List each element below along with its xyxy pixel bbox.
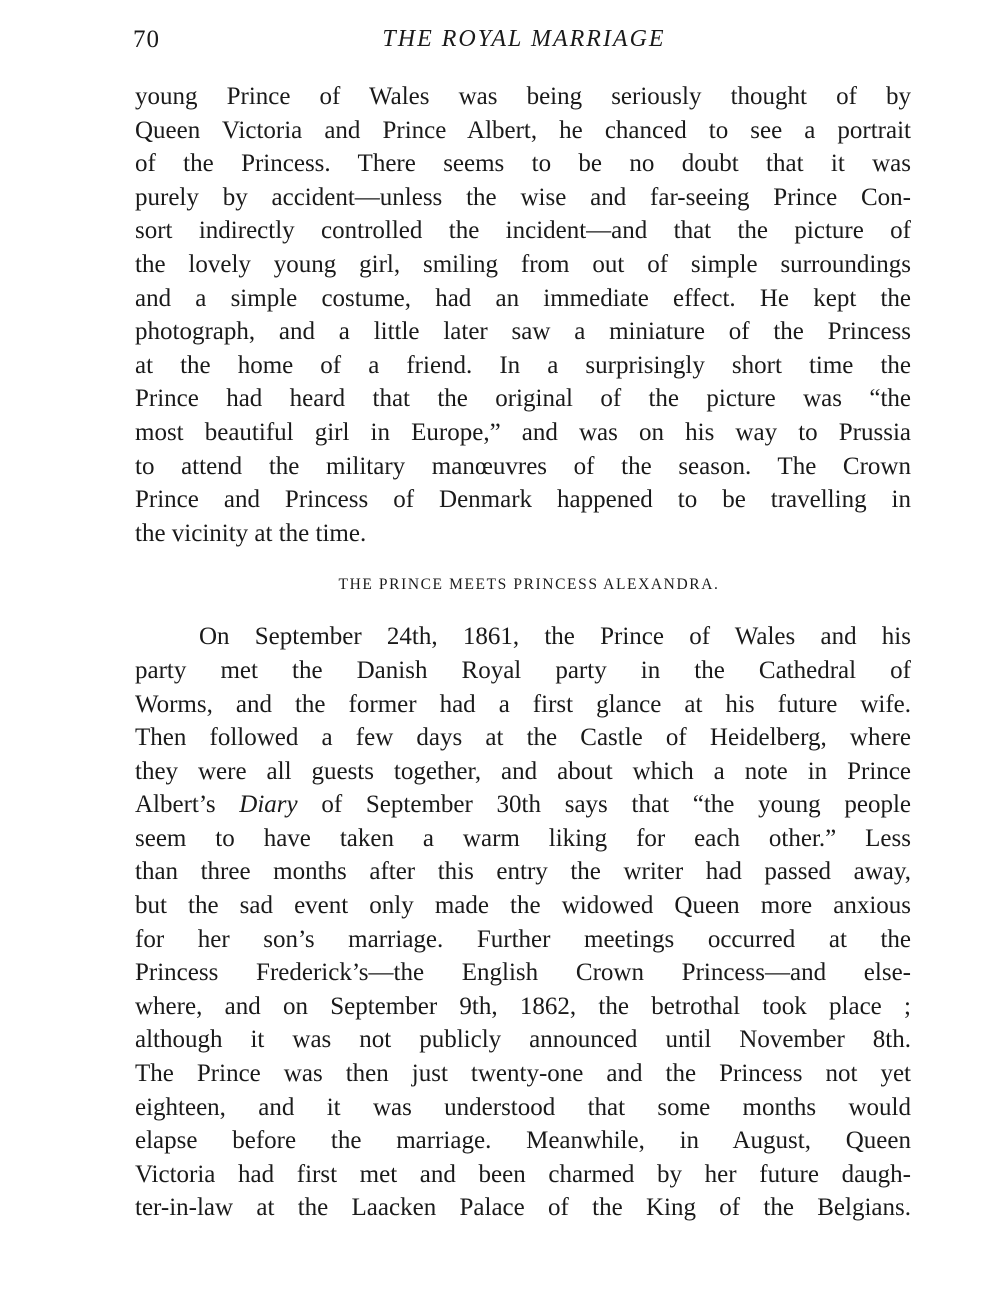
text-line: the vicinity at the time. — [135, 519, 367, 547]
text-line: for her son’s marriage. Further meetings occurred at the — [135, 925, 911, 953]
text-line: seem to have taken a warm liking for each other.” Less — [135, 824, 911, 852]
text-block — [135, 80, 911, 1225]
text-line: Prince and Princess of Denmark happened to be travelling in — [135, 486, 911, 514]
text-line: they were all guests together, and about which a note in Prince — [135, 757, 911, 785]
paragraph-1 — [135, 80, 911, 550]
text-line: than three months after this entry the writer had passed away, — [135, 858, 911, 886]
running-head: THE ROYAL MARRIAGE — [382, 26, 666, 52]
text-line: The Prince was then just twenty-one and the Princess not yet — [135, 1060, 911, 1088]
text-line: Prince had heard that the original of the picture was “the — [135, 385, 911, 413]
text-line: most beautiful girl in Europe,” and was on his way to Prussia — [135, 418, 911, 446]
text-line-diary — [135, 788, 911, 822]
text-line: the lovely young girl, smiling from out of simple surroundings — [135, 250, 911, 278]
text-line: and a simple costume, had an immediate effect. He kept the — [135, 284, 911, 312]
italic-title: Diary — [239, 791, 298, 819]
text-line: sort indirectly controlled the incident—and that the picture of — [135, 217, 911, 245]
text-line: eighteen, and it was understood that some months would — [135, 1093, 911, 1121]
page-number: 70 — [133, 26, 160, 53]
text-run: of September 30th says that “the young people — [297, 791, 911, 819]
text-line: of the Princess. There seems to be no doubt that it was — [135, 150, 911, 178]
text-line: young Prince of Wales was being seriously thought of by — [135, 83, 911, 110]
text-line: to attend the military manœuvres of the season. The Crown — [135, 452, 911, 480]
section-heading: THE PRINCE MEETS PRINCESS ALEXANDRA. — [338, 576, 720, 594]
text-line: purely by accident—unless the wise and far-seeing Prince Con- — [135, 183, 911, 211]
text-line: elapse before the marriage. Meanwhile, in August, Queen — [135, 1127, 911, 1155]
text-line: Then followed a few days at the Castle of Heidelberg, where — [135, 724, 911, 752]
text-run: Albert’s — [135, 791, 240, 819]
text-line: Worms, and the former had a first glance at his future wife. — [135, 690, 911, 718]
text-line: ter-in-law at the Laacken Palace of the King of the Belgians. — [135, 1194, 911, 1222]
text-line: at the home of a friend. In a surprisingly short time the — [135, 351, 911, 379]
text-line: but the sad event only made the widowed Queen more anxious — [135, 892, 911, 920]
text-line: where, and on September 9th, 1862, the betrothal took place ; — [135, 992, 911, 1020]
text-line: Queen Victoria and Prince Albert, he chanced to see a portrait — [135, 116, 911, 144]
text-line: photograph, and a little later saw a miniature of the Princess — [135, 318, 911, 346]
text-line: Princess Frederick’s—the English Crown Princess—and else- — [135, 959, 911, 987]
paragraph-2 — [135, 620, 911, 1225]
text-line: although it was not publicly announced until November 8th. — [135, 1026, 911, 1054]
text-line: Victoria had first met and been charmed by her future daugh- — [135, 1160, 911, 1188]
text-line: party met the Danish Royal party in the Cathedral of — [135, 656, 911, 684]
text-line: On September 24th, 1861, the Prince of Wales and his — [199, 623, 911, 651]
